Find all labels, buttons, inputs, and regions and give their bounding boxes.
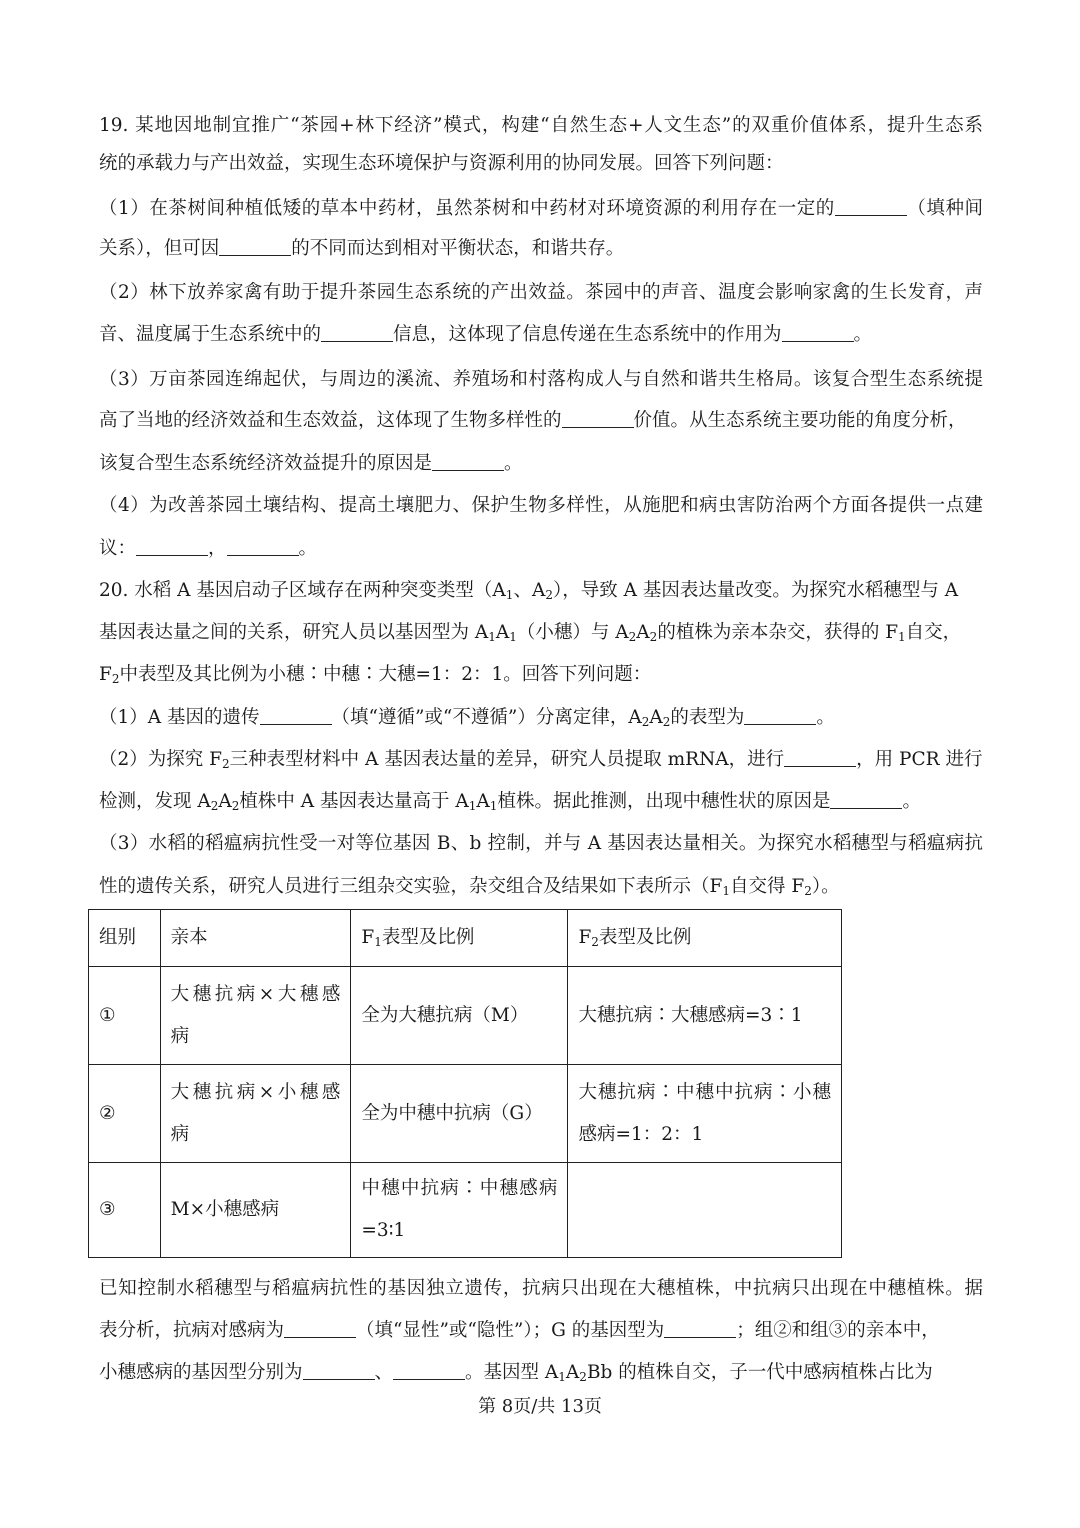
cell-f2: 大穗抗病∶中穗中抗病∶小穗 感病=1：2：1 <box>568 1065 842 1163</box>
q20-part2-line-2: 检测，发现 $A_2A_2$植株中 A 基因表达量高于 $A_1A_1$植株。据此推测，出现中穗性状的原因是 。 <box>99 791 921 813</box>
table-row <box>89 1065 842 1163</box>
q20-stem-line-1: 20. 水稻 A 基因启动子区域存在两种突变类型（$A_1$、$A_2$），导致 A 基因表达量改变。为探究水稻穗型与 A <box>99 580 959 602</box>
answer-blank[interactable] <box>393 1361 465 1380</box>
q20-stem-line-2: 基因表达量之间的关系，研究人员以基因型为 $A_1A_1$（小穗）与 $A_2A_2$的植株为亲本杂交，获得的 $F_1$自交， <box>99 622 962 644</box>
cell-f2: 大穗抗病∶大穗感病=3∶1 <box>568 967 842 1065</box>
header-group: 组别 <box>89 910 161 967</box>
cell-f1: 中穗中抗病∶中穗感病 =3∶1 <box>351 1163 568 1258</box>
cell-parent: 大穗抗病×小穗感 病 <box>160 1065 351 1163</box>
answer-blank[interactable] <box>136 537 208 556</box>
answer-blank[interactable] <box>260 706 332 725</box>
cell-f1: 全为大穗抗病（M） <box>351 967 568 1065</box>
answer-blank[interactable] <box>782 323 854 342</box>
answer-blank[interactable] <box>664 1319 736 1338</box>
q19-part1-line-2: 关系），但可因 的不同而达到相对平衡状态，和谐共存。 <box>99 238 625 259</box>
answer-blank[interactable] <box>432 452 504 471</box>
cell-parent: 大穗抗病×大穗感 病 <box>160 967 351 1065</box>
q20-part2-line-1: （2）为探究 $F_2$三种表型材料中 A 基因表达量的差异，研究人员提取 mRNA，进行 ，用 PCR 进行 <box>99 749 983 771</box>
q19-stem-line-2: 统的承载力与产出效益，实现生态环境保护与资源利用的协同发展。回答下列问题： <box>99 153 784 174</box>
table-row <box>89 1163 842 1258</box>
q19-part3-line-2: 高了当地的经济效益和生态效益，这体现了生物多样性的 价值。从生态系统主要功能的角度分析， <box>99 410 967 431</box>
answer-blank[interactable] <box>284 1319 356 1338</box>
answer-blank[interactable] <box>562 409 634 428</box>
q19-part1-line-1: （1）在茶树间种植低矮的草本中药材，虽然茶树和中药材对环境资源的利用存在一定的 （填种间 <box>99 198 983 219</box>
page-footer: 第 8页/共 13页 <box>478 1396 602 1417</box>
q19-part2-line-1: （2）林下放养家禽有助于提升茶园生态系统的产出效益。茶园中的声音、温度会影响家禽的生长发育，声 <box>99 282 983 303</box>
q19-stem-line-1: 19. 某地因地制宜推广“茶园+林下经济”模式，构建“自然生态+人文生态”的双重价值体系，提升生态系 <box>99 115 983 136</box>
q20-after-line-2: 表分析，抗病对感病为 （填“显性”或“隐性”）；G 的基因型为 ；组②和组③的亲本中， <box>99 1320 940 1341</box>
table-header-row <box>89 910 842 967</box>
answer-blank[interactable] <box>744 706 816 725</box>
answer-blank[interactable] <box>830 790 902 809</box>
q20-after-line-3: 小穗感病的基因型分别为 、 。基因型 $A_1A_2Bb$ 的植株自交，子一代中感病植株占比为 <box>99 1362 933 1384</box>
q19-part2-line-2: 音、温度属于生态系统中的 信息，这体现了信息传递在生态系统中的作用为 。 <box>99 324 873 345</box>
answer-blank[interactable] <box>303 1361 375 1380</box>
header-f1: $F_1$表型及比例 <box>351 910 568 967</box>
q19-part3-line-3: 该复合型生态系统经济效益提升的原因是 。 <box>99 453 523 474</box>
cell-group: ① <box>89 967 161 1065</box>
q20-after-line-1: 已知控制水稻穗型与稻瘟病抗性的基因独立遗传，抗病只出现在大穗植株，中抗病只出现在中穗植株。据 <box>99 1278 983 1299</box>
header-f2: $F_2$表型及比例 <box>568 910 842 967</box>
q20-stem-line-3: $F_2$中表型及其比例为小穗∶中穗∶大穗=1：2：1。回答下列问题： <box>99 664 652 686</box>
answer-blank[interactable] <box>784 748 856 767</box>
answer-blank[interactable] <box>321 323 393 342</box>
header-parent: 亲本 <box>160 910 351 967</box>
table-row <box>89 967 842 1065</box>
q20-part3-line-1: （3）水稻的稻瘟病抗性受一对等位基因 B、b 控制，并与 A 基因表达量相关。为探究水稻穗型与稻瘟病抗 <box>99 833 983 854</box>
q19-part3-line-1: （3）万亩茶园连绵起伏，与周边的溪流、养殖场和村落构成人与自然和谐共生格局。该复合型生态系统提 <box>99 369 983 390</box>
q20-part1-line: （1）A 基因的遗传 （填“遵循”或“不遵循”）分离定律，$A_2A_2$的表型为 。 <box>99 707 835 729</box>
cell-f2 <box>568 1163 842 1258</box>
cell-group: ② <box>89 1065 161 1163</box>
cell-f1: 全为中穗中抗病（G） <box>351 1065 568 1163</box>
cell-parent: M×小穗感病 <box>160 1163 351 1258</box>
answer-blank[interactable] <box>835 197 907 216</box>
cell-group: ③ <box>89 1163 161 1258</box>
cross-experiment-table <box>88 909 842 1258</box>
answer-blank[interactable] <box>227 537 299 556</box>
q20-part3-line-2: 性的遗传关系，研究人员进行三组杂交实验，杂交组合及结果如下表所示（$F_1$自交得 $F_2$）。 <box>99 876 840 898</box>
q19-part4-line-2: 议： ， 。 <box>99 538 318 559</box>
q19-part4-line-1: （4）为改善茶园土壤结构、提高土壤肥力、保护生物多样性，从施肥和病虫害防治两个方面各提供一点建 <box>99 495 983 516</box>
answer-blank[interactable] <box>219 237 291 256</box>
